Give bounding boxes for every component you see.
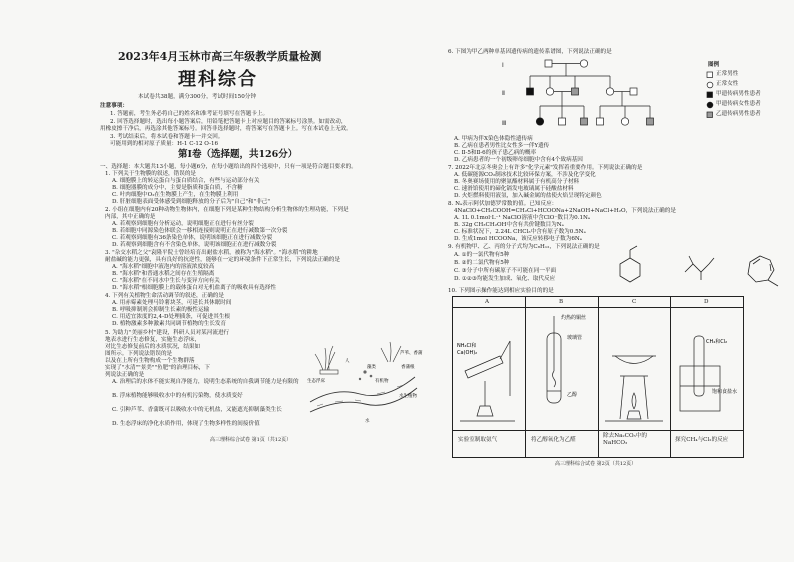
q3-option: D. "海水稻"根细胞膜上的载体蛋白对无机盐离子的吸收具有选择性 bbox=[112, 285, 277, 291]
legend-normal-female-icon bbox=[706, 81, 714, 89]
q8-option: C. 标准状况下，2.24L CHCl₃中含有原子数为0.5Nₐ bbox=[454, 229, 586, 235]
section-intro: 一、选择题：本大题共13小题，每小题6分，在每小题给出的四个选项中，只有一项是符合题目要求的。 bbox=[100, 164, 357, 170]
q3-option: A. "海水稻"细胞中液泡内的溶液浓度较高 bbox=[112, 264, 215, 270]
q8-option: D. 生成1mol HCOONa，该反应转移电子数为6Nₐ bbox=[454, 236, 582, 242]
apparatus-label: 玻璃管 bbox=[567, 335, 583, 341]
q7-option: B. 冬奥赛场使用的聚氨酯材料属于有机高分子材料 bbox=[454, 179, 580, 185]
caption-b: 将乙醇氧化为乙醛 bbox=[531, 437, 576, 443]
q10-stem: 10. 下列图示操作能达到相应实验目的的是 bbox=[448, 288, 554, 294]
exam-info: 本试卷共38题，满分300分，考试时间150分钟 bbox=[138, 94, 256, 100]
q6-option: A. 甲病为伴X染色体隐性遗传病 bbox=[454, 136, 533, 142]
q7-option: D. 火炬燃料使用液氢，加入碱金属的盐使火焰呈现特定颜色 bbox=[454, 193, 602, 199]
legend-normal-male-icon bbox=[706, 71, 714, 79]
q7-stem: 7. 2022年北京冬奥会上有许多"化学元素"发挥着重要作用。下列说法正确的是 bbox=[448, 165, 643, 171]
figure-label: 水生植物 bbox=[399, 394, 417, 399]
q9-option: D. ①②③均能发生加成、氧化、取代反应 bbox=[454, 276, 556, 282]
q8-reaction: 4NaClO+CH₃COOH=CH₂Cl+HCOONa+2NaOH+NaCl+H₂O，下列说法正确的是 bbox=[454, 208, 676, 214]
q5-stem-line: 实现了"水清""景美""鱼肥"的治理目标，下 bbox=[105, 365, 210, 371]
apparatus-label: Ca(OH)₂ bbox=[457, 350, 478, 356]
caption-c: 除去Na₂CO₃中的NaHCO₃ bbox=[603, 433, 647, 446]
q6-option: C. Ⅱ-5和Ⅱ-6的孩子患乙病的概率 bbox=[454, 150, 537, 156]
apparatus-label: 乙醇 bbox=[567, 392, 578, 398]
pedigree-chart bbox=[500, 58, 680, 138]
caption-a: 实验室制取氨气 bbox=[458, 437, 498, 443]
q5-option: A. 治理后的水体不能实现自净能力，说明生态系统的自我调节能力是有限的 bbox=[112, 379, 299, 385]
exam-title: 2023年4月玉林市高三年级教学质量检测 bbox=[118, 50, 322, 63]
q5-option: C. 引种芦苇、香蒲既可以吸收水中的无机盐，又能遮光抑制藻类生长 bbox=[112, 407, 282, 413]
q1-option: C. 叶肉细胞中O₂在生物膜上产生，在生物膜上利用 bbox=[112, 192, 239, 198]
footer-right: 高三理科综合试卷 第2页（共12页） bbox=[555, 461, 637, 467]
figure-label: 香蒲根 bbox=[401, 365, 415, 370]
q2-option: B. 若细胞中同源染色体联会一移相连接则说明正在进行减数第一次分裂 bbox=[112, 228, 288, 234]
q8-option: A. 1L 0.1mol·L⁻¹ NaClO溶液中含ClO⁻数目为0.1Nₐ bbox=[454, 215, 591, 221]
q4-option: A. 用赤霉素处理马铃薯块茎，可延长其休眠时间 bbox=[112, 300, 232, 306]
legend-label: 乙遗传病男性患者 bbox=[716, 111, 761, 117]
q5-stem-line: 列说法正确的是 bbox=[105, 372, 145, 378]
structure-2 bbox=[685, 264, 709, 272]
q5-option: B. 浮床植物能够吸收水中的有机污染物，使水质变好 bbox=[112, 393, 243, 399]
legend-label: 正常女性 bbox=[716, 81, 739, 87]
q5-stem-line: 地表水进行生态修复，实施生态浮床， bbox=[105, 337, 201, 343]
figure-label: 生态浮床 bbox=[307, 379, 325, 384]
apparatus-b bbox=[527, 311, 597, 427]
q2-stem: 2. 小组在细胞内有20种动物生物体内，在细胞下列是某种生物结构分析生物体的生理功能，下列是 bbox=[105, 207, 349, 213]
q2-option: A. 若观察到细胞有分析运动，说明细胞正在进行有丝分裂 bbox=[112, 221, 254, 227]
note-line: 可能用到的相对原子质量：H-1 C-12 O-16 bbox=[110, 141, 219, 147]
caption-d: 探究CH₄与Cl₂的反应 bbox=[675, 437, 729, 443]
q6-option: D. 乙病患者的一个初级卵母细胞中含有4个致病基因 bbox=[454, 157, 583, 163]
q3-option: C. "海水稻"在不同水中生长与变异方向有关 bbox=[112, 278, 220, 284]
legend-title: 图例 bbox=[708, 62, 720, 68]
q5-option: D. 生态浮床的净化水质作用，体现了生物多样性的间接价值 bbox=[112, 421, 260, 427]
note-line: 1. 答题前，考生务必将自己的姓名和准考证号填写在答题卡上。 bbox=[110, 111, 269, 117]
figure-label: 藻类 bbox=[367, 365, 376, 370]
q9-option: B. ②的二氯代物有5种 bbox=[454, 260, 510, 266]
q10-figure-table bbox=[452, 296, 744, 458]
q1-option: D. 肝脏细胞表面受体感受到细胞释放的分子后为"自己"和"非己" bbox=[112, 199, 270, 205]
q9-stem: 9. 有机物甲、乙、丙的分子式均为C₈H₁₂，下列说法正确的是 bbox=[448, 244, 600, 250]
q5-stem: 5. 为助力"美丽乡村"建设，科研人员对某河流进行 bbox=[105, 330, 230, 336]
q3-stem-cont: 耐盐碱的能力更强，具有良好的抗逆性，能够在一定的环境条件下正常生长，下列说法正确的是 bbox=[105, 257, 340, 263]
apparatus-c bbox=[600, 311, 668, 427]
figure-label: 水 bbox=[365, 419, 370, 424]
q6-option: B. 乙病在患者男性比女性多一伴Y遗传 bbox=[454, 143, 550, 149]
legend-b-male-icon bbox=[706, 111, 714, 119]
legend-label: 正常男性 bbox=[716, 71, 739, 77]
legend-a-male-icon bbox=[706, 91, 714, 99]
generation-label: Ⅰ bbox=[502, 62, 504, 69]
note-line: 2. 回答选择题时，选出每小题答案后，用铅笔把答题卡上对应题目的答案标号涂黑。如需改动， bbox=[110, 118, 347, 125]
column-header-b: B bbox=[559, 299, 564, 305]
q5-stem-line: 对比生态修复前后的水质状况，结果如 bbox=[105, 344, 201, 350]
figure-label: 有机物 bbox=[375, 379, 389, 384]
apparatus-label: 饱和食盐水 bbox=[712, 389, 738, 395]
q4-option: D. 植物激素多种激素共同调节植物的生长发育 bbox=[112, 321, 227, 327]
q2-option: D. 若观察到细胞含有不含染色单体，说明该细胞正在进行减数分裂 bbox=[112, 242, 277, 248]
q1-option: A. 细胞膜上的转运蛋白与蛋白质结合，有些与运动部分有关 bbox=[112, 178, 260, 184]
q3-stem: 3. "杂交水稻之父"袁隆平院士曾经培育出耐盐水稻，被称为"海水稻"。"海水稻"的耕地 bbox=[105, 250, 318, 256]
figure-label: 人 bbox=[345, 359, 350, 364]
subject-title: 理科综合 bbox=[178, 69, 258, 90]
q4-option: B. 呼吸抑制剂会抑制生长素的极性运输 bbox=[112, 307, 210, 313]
note-line: 用橡皮擦干净后，再选涂其他答案标号。回答非选择题时，将答案写在答题卡上。写在本试卷上无效。 bbox=[100, 126, 352, 132]
q2-option: C. 若观察到细胞有36条染色单体，说明该细胞正在进行减数分裂 bbox=[112, 235, 273, 241]
q8-option: B. 32g CH₃CH₂OH中含有共价键数目为Nₐ bbox=[454, 222, 564, 228]
q2-stem-cont: 内部，其中正确的是 bbox=[105, 214, 156, 220]
q1-option: B. 细胞器膜的成分中，主要是脂质和蛋白质，不含糖 bbox=[112, 185, 243, 191]
structure-1 bbox=[620, 258, 640, 282]
structure-3 bbox=[748, 256, 774, 282]
figure-label: 芦苇、香蒲 bbox=[400, 351, 423, 356]
q3-option: B. "海水稻"和普通水稻之间存在生殖隔离 bbox=[112, 271, 215, 277]
apparatus-d bbox=[672, 311, 742, 427]
note-line: 3. 考试结束后，将本试卷和答题卡一并交回。 bbox=[110, 133, 224, 140]
right-page bbox=[440, 0, 794, 562]
column-header-a: A bbox=[485, 299, 490, 305]
q1-stem: 1. 下列关于生物膜的叙述，错误的是 bbox=[105, 171, 197, 177]
q6-stem: 6. 下图为甲乙两种单基因遗传病的遗传系谱图，下列说法正确的是 bbox=[448, 49, 612, 55]
apparatus-label: NH₄Cl和 bbox=[457, 343, 477, 349]
section-title: 第Ⅰ卷（选择题，共126分） bbox=[178, 149, 298, 160]
organic-structures bbox=[590, 246, 790, 294]
q9-option: A. ①的一氯代物有5种 bbox=[454, 252, 510, 258]
q4-stem: 4. 下列有关植物生命活动调节的叙述，正确的是 bbox=[105, 293, 224, 299]
q5-stem-line: 图所示。下列说法错误的是 bbox=[105, 351, 173, 357]
generation-label: Ⅱ bbox=[502, 90, 505, 97]
column-header-c: C bbox=[632, 299, 637, 305]
q7-option: A. 低碳能源CO₂制冰技术比较环保方案，不涉及化学变化 bbox=[454, 172, 596, 178]
q4-option: C. 用适宜浓度的2,4-D处理插条，可促进其生根 bbox=[112, 314, 231, 320]
notes-heading: 注意事项： bbox=[100, 103, 128, 109]
apparatus-a bbox=[455, 311, 523, 427]
q7-option: C. 速滑馆使用的碲化镉发电玻璃属于硅酸盐材料 bbox=[454, 186, 574, 192]
river-ecology-figure bbox=[305, 332, 423, 427]
apparatus-label: 灼热的铜丝 bbox=[561, 315, 587, 321]
generation-label: Ⅲ bbox=[502, 120, 507, 127]
legend-label: 甲遗传病女性患者 bbox=[716, 101, 761, 107]
legend-a-female-icon bbox=[706, 101, 714, 109]
column-header-d: D bbox=[704, 299, 709, 305]
legend-label: 甲遗传病男性患者 bbox=[716, 91, 761, 97]
apparatus-label: CH₄和Cl₂ bbox=[706, 339, 728, 345]
q5-stem-line: 以及在上所有生物构成一个生物群落 bbox=[105, 358, 195, 364]
q8-stem: 8. Nₐ表示阿伏加德罗常数的值。已知反应： bbox=[448, 201, 558, 207]
footer-left: 高三理科综合试卷 第1页（共12页） bbox=[210, 437, 292, 443]
q9-option: C. ③分子中所有碳原子不可能在同一平面 bbox=[454, 268, 557, 274]
